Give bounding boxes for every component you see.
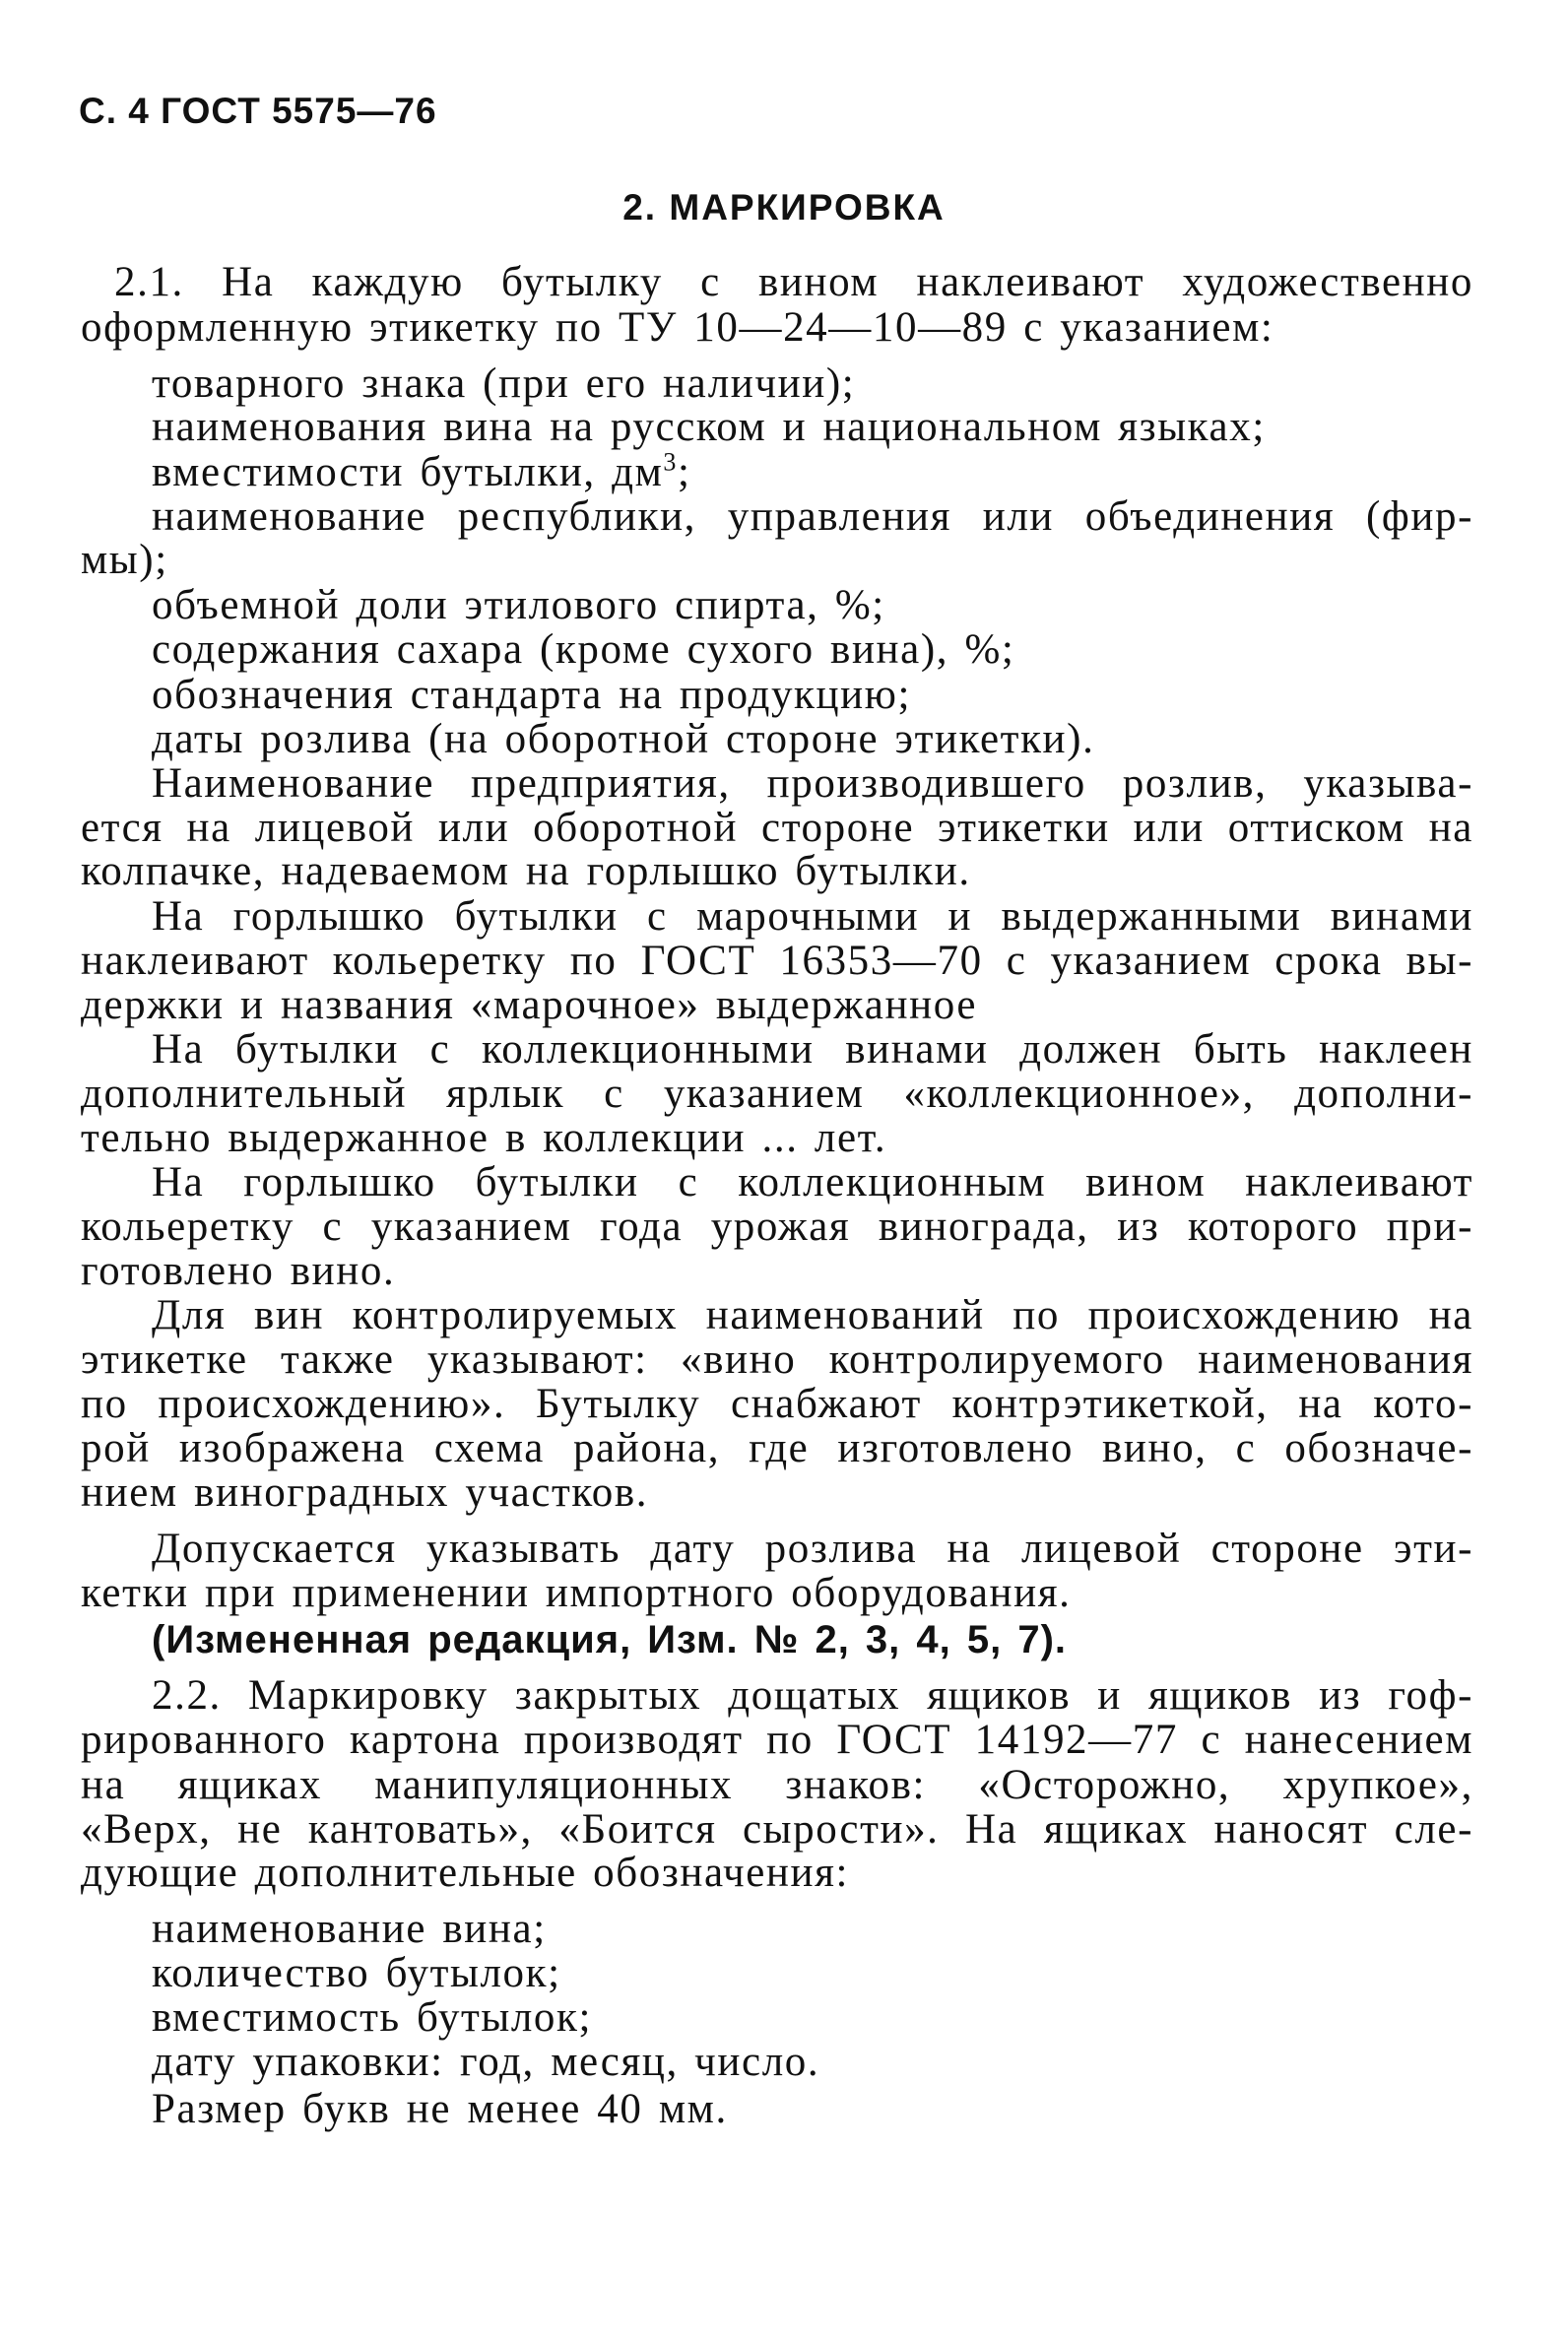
paragraph-2-2-line-1: 2.2. Маркировку закрытых дощатых ящиков и ящиков из гоф- (152, 1672, 1473, 1719)
paragraph-import-line-2: кетки при применении импортного оборудования. (81, 1570, 1072, 1616)
list-item-bottling-date: даты розлива (на оборотной стороне этикетки). (152, 716, 1095, 762)
paragraph-2-2-line-2: рированного картона производят по ГОСТ 14192—77 с нанесением (81, 1717, 1473, 1763)
paragraph-controlled-line-1: Для вин контролируемых наименований по происхождению на (152, 1292, 1473, 1338)
paragraph-controlled-line-3: по происхождению». Бутылку снабжают контрэтикеткой, на кото- (81, 1381, 1473, 1427)
list-item-box-wine-name: наименование вина; (152, 1906, 547, 1952)
paragraph-2-1-line-2: оформленную этикетку по ТУ 10—24—10—89 с указанием: (81, 304, 1274, 351)
list-item-trademark: товарного знака (при его наличии); (152, 360, 856, 407)
list-item-standard: обозначения стандарта на продукцию; (152, 672, 912, 718)
list-item-box-capacity: вместимость бутылок; (152, 1994, 593, 2041)
paragraph-2-1-line-1: 2.1. На каждую бутылку с вином наклеивают художественно (114, 259, 1473, 305)
paragraph-controlled-line-2: этикетке также указывают: «вино контролируемого наименования (81, 1336, 1473, 1383)
paragraph-2-2-line-5: дующие дополнительные обозначения: (81, 1850, 850, 1896)
superscript: 3 (663, 447, 679, 477)
list-item-alcohol: объемной доли этилового спирта, %; (152, 582, 885, 628)
paragraph-enterprise-line-1: Наименование предприятия, производившего розлив, указыва- (152, 760, 1473, 807)
list-item-box-bottle-count: количество бутылок; (152, 1950, 561, 1996)
section-title: 2. МАРКИРОВКА (622, 187, 946, 228)
paragraph-collection-line-3: тельно выдержанное в коллекции ... лет. (81, 1115, 887, 1161)
paragraph-collection-line-2: дополнительный ярлык с указанием «коллекционное», дополни- (81, 1071, 1473, 1117)
paragraph-controlled-line-4: рой изображена схема района, где изготовлено вино, с обозначе- (81, 1425, 1473, 1471)
list-item-wine-name: наименования вина на русском и национальном языках; (152, 404, 1266, 450)
list-item-sugar: содержания сахара (кроме сухого вина), %; (152, 626, 1015, 673)
paragraph-vintage-line-1: На горлышко бутылки с марочными и выдержанными винами (152, 893, 1473, 940)
paragraph-letter-size: Размер букв не менее 40 мм. (152, 2086, 728, 2132)
list-item-republic-line-2: мы); (81, 537, 168, 583)
paragraph-collar-line-3: готовлено вино. (81, 1248, 396, 1294)
paragraph-collar-line-1: На горлышко бутылки с коллекционным вином наклеивают (152, 1159, 1473, 1205)
paragraph-enterprise-line-2: ется на лицевой или оборотной стороне этикетки или оттиском на (81, 805, 1473, 851)
paragraph-enterprise-line-3: колпачке, надеваемом на горлышко бутылки. (81, 848, 971, 894)
list-item-box-pack-date: дату упаковки: год, месяц, число. (152, 2039, 820, 2085)
page-header: С. 4 ГОСТ 5575—76 (79, 91, 437, 131)
list-item-bottle-capacity: вместимости бутылки, $дм^3$; (152, 447, 691, 495)
paragraph-vintage-line-3: держки и названия «марочное» выдержанное (81, 982, 978, 1028)
paragraph-import-line-1: Допускается указывать дату розлива на лицевой стороне эти- (152, 1526, 1473, 1572)
paragraph-2-2-line-3: на ящиках манипуляционных знаков: «Осторожно, хрупкое», (81, 1762, 1473, 1808)
amendment-note: (Измененная редакция, Изм. № 2, 3, 4, 5, 7). (152, 1618, 1068, 1661)
paragraph-vintage-line-2: наклеивают кольеретку по ГОСТ 16353—70 с указанием срока вы- (81, 938, 1473, 984)
paragraph-2-2-line-4: «Верх, не кантовать», «Боится сырости». На ящиках наносят сле- (81, 1806, 1473, 1853)
paragraph-controlled-line-5: нием виноградных участков. (81, 1469, 649, 1516)
list-item-republic-line-1: наименование республики, управления или объединения (фир- (152, 493, 1473, 540)
paragraph-collection-line-1: На бутылки с коллекционными винами должен быть наклеен (152, 1026, 1473, 1073)
paragraph-collar-line-2: кольеретку с указанием года урожая винограда, из которого при- (81, 1204, 1473, 1250)
